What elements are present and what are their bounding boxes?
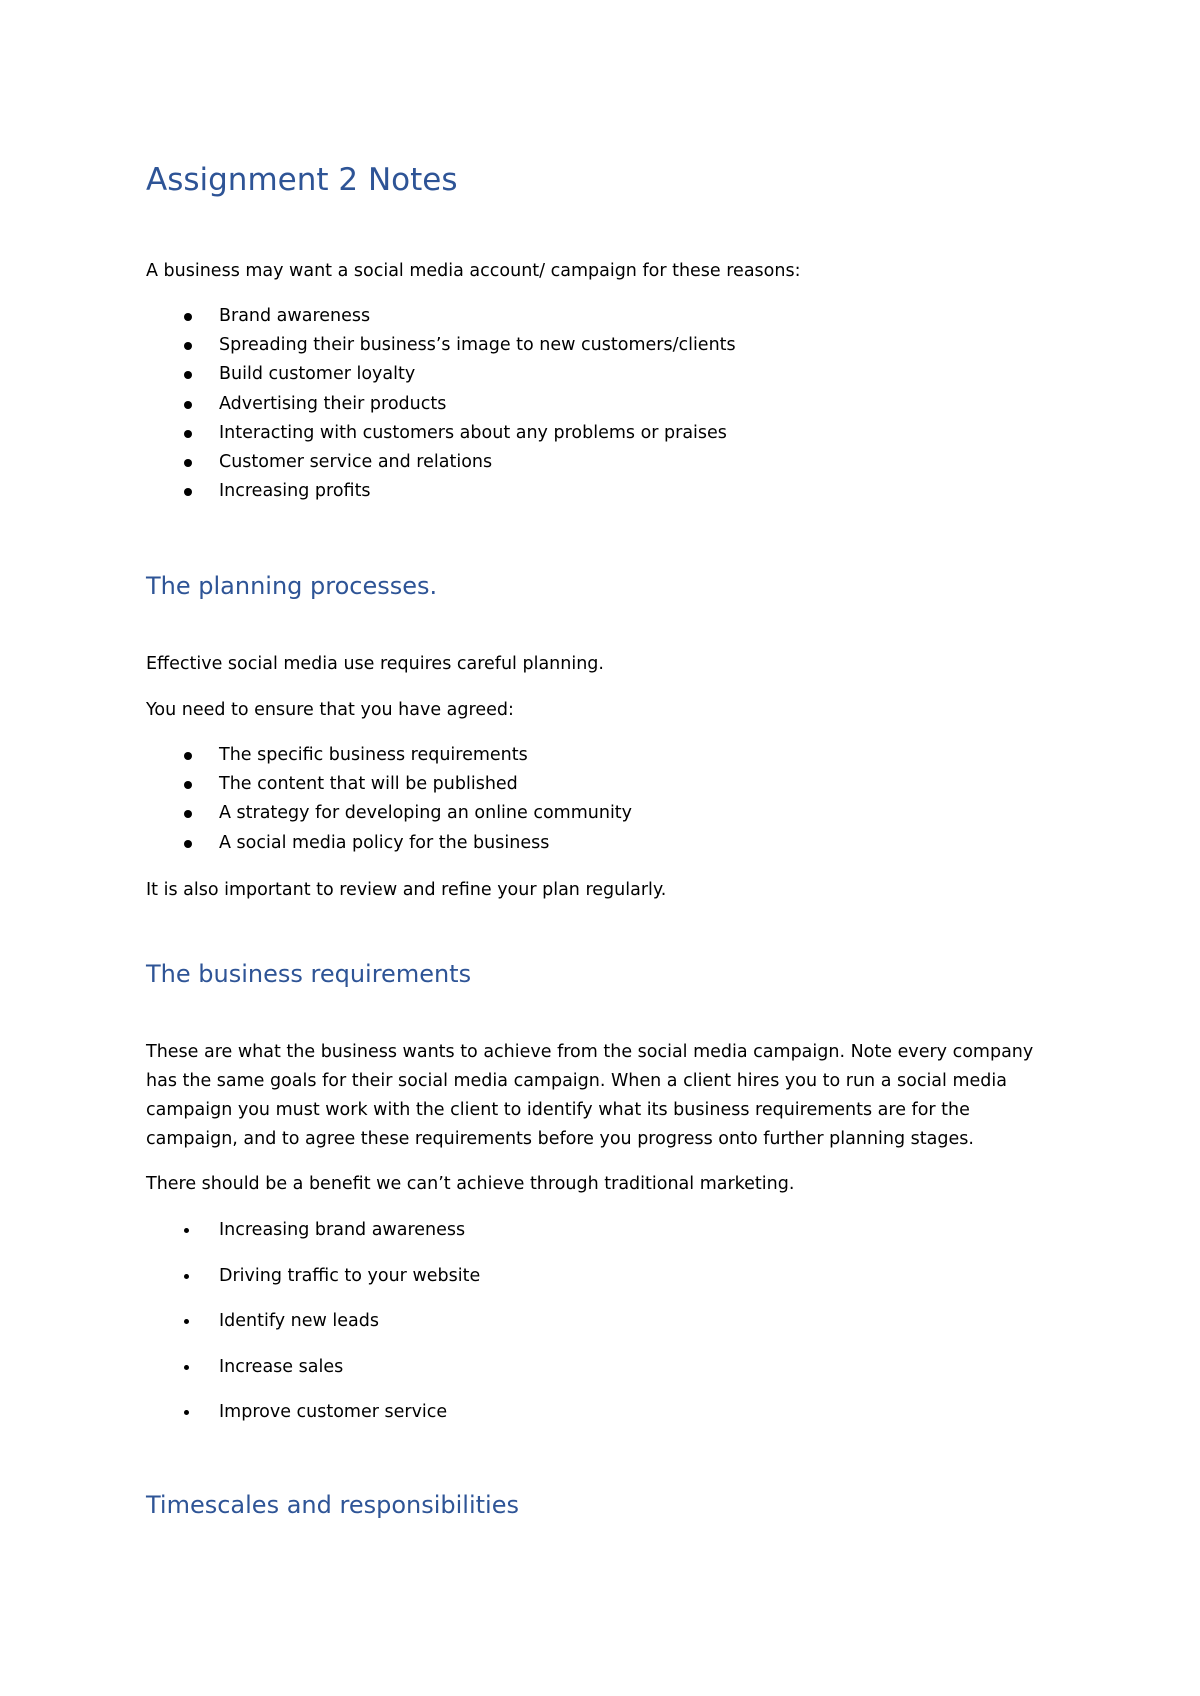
- list-item: Increase sales: [146, 1353, 480, 1382]
- list-item: A social media policy for the business: [146, 829, 632, 858]
- bullet-icon: [184, 840, 192, 848]
- page-title: Assignment 2 Notes: [146, 162, 458, 198]
- planning-list: [146, 741, 632, 858]
- bullet-icon: [184, 488, 192, 496]
- list-item: Advertising their products: [146, 390, 736, 419]
- requirements-paragraph-2: There should be a benefit we can’t achieve through traditional marketing.: [146, 1174, 795, 1194]
- list-item: Spreading their business’s image to new customers/clients: [146, 331, 736, 360]
- bullet-icon: [184, 401, 192, 409]
- list-item: A strategy for developing an online community: [146, 799, 632, 828]
- bullet-icon: [184, 752, 192, 760]
- requirements-paragraph-1: These are what the business wants to achieve from the social media campaign. Note every company has the same goals for their social media campaign. When a client hires you to run a social media campaign you must work with the client to identify what its business requirements are for the campaign, and to agree these requirements before you progress onto further planning stages.: [146, 1042, 1034, 1149]
- list-item: Build customer loyalty: [146, 360, 736, 389]
- requirements-list: [146, 1216, 480, 1444]
- list-item: Interacting with customers about any problems or praises: [146, 419, 736, 448]
- bullet-icon: [184, 430, 192, 438]
- bullet-icon: [184, 810, 192, 818]
- planning-paragraph-3: It is also important to review and refine your plan regularly.: [146, 880, 667, 900]
- bullet-icon: [184, 1228, 189, 1233]
- planning-heading: The planning processes.: [146, 572, 438, 600]
- bullet-icon: [184, 781, 192, 789]
- bullet-icon: [184, 371, 192, 379]
- bullet-icon: [184, 342, 192, 350]
- requirements-heading: The business requirements: [146, 960, 472, 988]
- list-item: Increasing profits: [146, 477, 736, 506]
- list-item: Improve customer service: [146, 1398, 480, 1427]
- bullet-icon: [184, 313, 192, 321]
- planning-paragraph-2: You need to ensure that you have agreed:: [146, 700, 514, 720]
- planning-paragraph-1: Effective social media use requires careful planning.: [146, 654, 604, 674]
- list-item: Driving traffic to your website: [146, 1262, 480, 1291]
- list-item: Identify new leads: [146, 1307, 480, 1336]
- list-item: Increasing brand awareness: [146, 1216, 480, 1245]
- bullet-icon: [184, 1365, 189, 1370]
- timescales-heading: Timescales and responsibilities: [146, 1491, 519, 1519]
- list-item: Brand awareness: [146, 302, 736, 331]
- list-item: The specific business requirements: [146, 741, 632, 770]
- reasons-list: [146, 302, 736, 506]
- bullet-icon: [184, 1319, 189, 1324]
- bullet-icon: [184, 1274, 189, 1279]
- intro-paragraph: A business may want a social media account/ campaign for these reasons:: [146, 261, 801, 281]
- list-item: Customer service and relations: [146, 448, 736, 477]
- bullet-icon: [184, 1410, 189, 1415]
- list-item: The content that will be published: [146, 770, 632, 799]
- bullet-icon: [184, 459, 192, 467]
